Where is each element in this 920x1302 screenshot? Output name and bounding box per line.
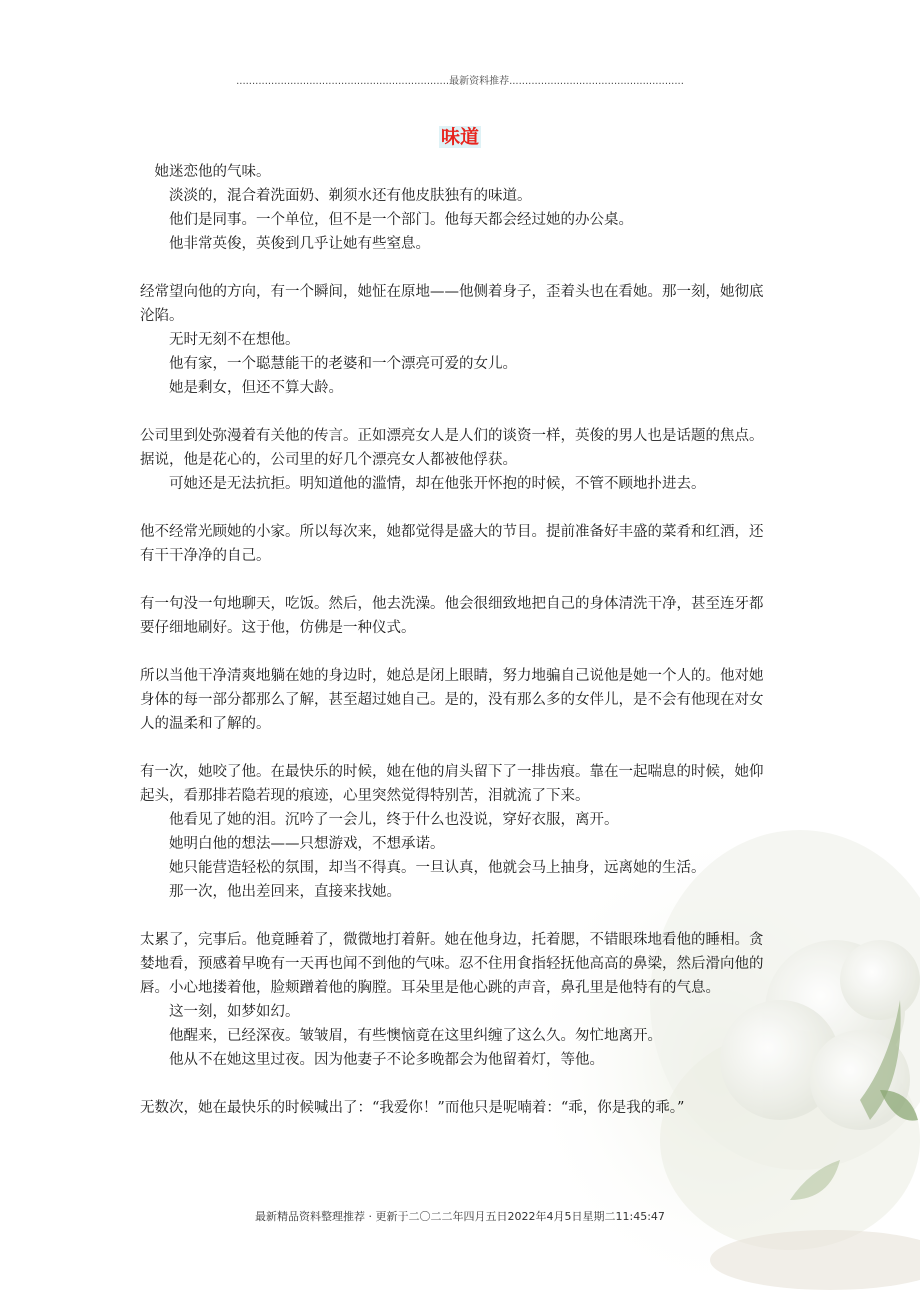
footer-update-note: 最新精品资料整理推荐 · 更新于二〇二二年四月五日2022年4月5日星期二11:45:47 [255, 1210, 665, 1223]
paragraph: 她只能营造轻松的氛围，却当不得真。一旦认真，他就会马上抽身，远离她的生活。 [169, 860, 706, 876]
paragraph: 无数次，她在最快乐的时候喊出了：“我爱你！”而他只是呢喃着：“乖，你是我的乖。” [140, 1100, 685, 1116]
paragraph: 淡淡的，混合着洗面奶、剃须水还有他皮肤独有的味道。 [169, 188, 532, 204]
paragraph: 有一次，她咬了他。在最快乐的时候，她在他的肩头留下了一排齿痕。靠在一起喘息的时候，她仰起头，看那排若隐若现的痕迹，心里突然觉得特别苦，泪就流了下来。 [140, 764, 764, 804]
paragraph: 这一刻，如梦如幻。 [169, 1004, 300, 1020]
article-title-text: 味道 [440, 126, 479, 148]
paragraph: 他有家，一个聪慧能干的老婆和一个漂亮可爱的女儿。 [169, 356, 517, 372]
paragraph: 她是剩女，但还不算大龄。 [169, 380, 343, 396]
paragraph: 他们是同事。一个单位，但不是一个部门。他每天都会经过她的办公桌。 [169, 212, 633, 228]
paragraph: 他看见了她的泪。沉吟了一会儿，终于什么也没说，穿好衣服，离开。 [169, 812, 619, 828]
article-body [140, 160, 774, 1120]
paragraph: 他不经常光顾她的小家。所以每次来，她都觉得是盛大的节目。提前准备好丰盛的菜肴和红酒，还有干干净净的自己。 [140, 524, 764, 564]
paragraph: 所以当他干净清爽地躺在她的身边时，她总是闭上眼睛，努力地骗自己说他是她一个人的。他对她身体的每一部分都那么了解，甚至超过她自己。是的，没有那么多的女伴儿，是不会有他现在对女人的温柔和了解的。 [140, 668, 764, 732]
header-dotted-line: ...................................................................最新资料推荐....................................................... [236, 76, 684, 87]
paragraph: 经常望向他的方向，有一个瞬间，她怔在原地——他侧着身子，歪着头也在看她。那一刻，她彻底沦陷。 [140, 284, 764, 324]
paragraph: 可她还是无法抗拒。明知道他的滥情，却在他张开怀抱的时候，不管不顾地扑进去。 [169, 476, 706, 492]
paragraph: 无时无刻不在想他。 [169, 332, 300, 348]
paragraph: 太累了，完事后。他竟睡着了，微微地打着鼾。她在他身边，托着腮，不错眼珠地看他的睡相。贪婪地看，预感着早晚有一天再也闻不到他的气味。忍不住用食指轻抚他高高的鼻梁，然后滑向他的唇。小心地搂着他，脸颊蹭着他的胸膛。耳朵里是他心跳的声音，鼻孔里是他特有的气息。 [140, 932, 764, 996]
paragraph: 公司里到处弥漫着有关他的传言。正如漂亮女人是人们的谈资一样，英俊的男人也是话题的焦点。据说，他是花心的，公司里的好几个漂亮女人都被他俘获。 [140, 428, 764, 468]
paragraph: 他醒来，已经深夜。皱皱眉，有些懊恼竟在这里纠缠了这么久。匆忙地离开。 [169, 1028, 662, 1044]
paragraph: 那一次，他出差回来，直接来找她。 [169, 884, 401, 900]
paragraph: 她迷恋他的气味。 [154, 164, 271, 180]
article-title [0, 122, 920, 149]
paragraph: 有一句没一句地聊天，吃饭。然后，他去洗澡。他会很细致地把自己的身体清洗干净，甚至连牙都要仔细地刷好。这于他，仿佛是一种仪式。 [140, 596, 764, 636]
paragraph: 她明白他的想法——只想游戏，不想承诺。 [169, 836, 445, 852]
paragraph: 他非常英俊，英俊到几乎让她有些窒息。 [169, 236, 430, 252]
paragraph: 他从不在她这里过夜。因为他妻子不论多晚都会为他留着灯，等他。 [169, 1052, 604, 1068]
